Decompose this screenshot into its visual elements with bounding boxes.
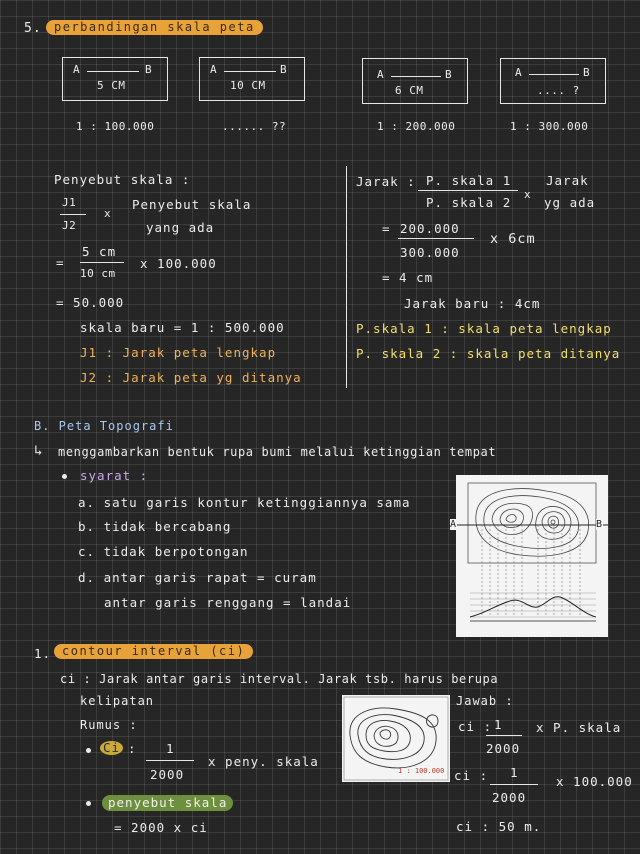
times-sign: x	[104, 207, 112, 220]
j1-label: J1	[62, 196, 77, 209]
fraction-bar	[418, 190, 518, 191]
figure-label-a: A	[450, 519, 458, 530]
definition-j1: J1 : Jarak peta lengkap	[80, 345, 277, 360]
definition-pskala1: P.skala 1 : skala peta lengkap	[356, 321, 612, 336]
section-b-title: B. Peta Topografi	[34, 419, 174, 433]
definition-pskala2: P. skala 2 : skala peta ditanya	[356, 346, 621, 361]
answer1-denominator: 2000	[486, 741, 521, 756]
rumus-label: Rumus :	[80, 718, 138, 732]
definition-j2: J2 : Jarak peta yg ditanya	[80, 370, 302, 385]
point-a-label: A	[377, 68, 385, 81]
ci-formula-rest: x peny. skala	[208, 754, 319, 769]
equals-sign: =	[56, 255, 65, 270]
distance-value: 5 CM	[97, 79, 126, 92]
ratio-numerator: P. skala 1	[426, 173, 512, 188]
rhs-line-2: yang ada	[146, 220, 215, 235]
answer1-lhs: ci :	[458, 719, 493, 734]
point-b-label: B	[145, 63, 153, 76]
section-title: perbandingan skala peta	[46, 20, 263, 35]
answer2-rest: x 100.000	[556, 774, 633, 789]
point-a-label: A	[73, 63, 81, 76]
jarak-denominator: yg ada	[544, 195, 596, 210]
eq-denominator: 300.000	[400, 245, 460, 260]
point-a-label: A	[210, 63, 218, 76]
point-b-label: B	[583, 66, 591, 79]
syarat-item-d-cont: antar garis renggang = landai	[104, 595, 352, 610]
jarak-label: Jarak :	[356, 174, 416, 189]
scale-box-2	[199, 57, 305, 101]
eq1-numerator: 5 cm	[82, 244, 117, 259]
section-b-description: menggambarkan bentuk rupa bumi melalui ketinggian tempat	[58, 445, 497, 459]
section-1-title: contour interval (ci)	[54, 644, 253, 659]
topographic-figure	[450, 475, 608, 637]
distance-line	[391, 76, 441, 77]
penyebut-formula: = 2000 x ci	[114, 820, 208, 835]
scale-label-3: 1 : 200.000	[377, 120, 456, 133]
distance-value: 10 CM	[230, 79, 266, 92]
eq2-result: = 50.000	[56, 295, 125, 310]
bullet-icon	[86, 748, 91, 753]
j2-label: J2	[62, 219, 77, 232]
scale-box-3	[362, 58, 468, 104]
eq-numerator: 200.000	[400, 221, 460, 236]
fraction-bar	[80, 262, 124, 263]
ratio-denominator: P. skala 2	[426, 195, 512, 210]
ci-colon: :	[128, 741, 137, 756]
answer2-denominator: 2000	[492, 790, 527, 805]
distance-value: .... ?	[537, 84, 580, 97]
syarat-label: syarat :	[80, 468, 149, 483]
contour-map-figure	[342, 695, 450, 782]
arrow-icon: ↳	[34, 443, 44, 459]
penyebut-heading: Penyebut skala :	[54, 172, 191, 187]
fraction-bar	[490, 784, 538, 785]
scale-box-1	[62, 57, 168, 101]
point-b-label: B	[445, 68, 453, 81]
penyebut-skala-label: penyebut skala	[102, 795, 233, 811]
answer2-numerator: 1	[510, 765, 519, 780]
fraction-bar	[146, 760, 194, 761]
fraction-bar	[60, 214, 86, 215]
fraction-bar	[398, 238, 474, 239]
contour-profile-icon	[456, 475, 608, 637]
column-divider	[346, 166, 347, 388]
syarat-item-c: c. tidak berpotongan	[78, 544, 249, 559]
eq2-result: = 4 cm	[382, 270, 434, 285]
answer1-numerator: 1	[494, 717, 503, 732]
distance-value: 6 CM	[395, 84, 424, 97]
point-b-label: B	[280, 63, 288, 76]
skala-baru: skala baru = 1 : 500.000	[80, 320, 285, 335]
eq1-rest: x 100.000	[140, 256, 217, 271]
jarak-numerator: Jarak	[546, 173, 589, 188]
distance-line	[87, 71, 139, 72]
equals-sign: =	[382, 221, 391, 236]
ci-label: Ci	[100, 741, 123, 755]
scale-box-4	[500, 58, 606, 104]
answer3-result: ci : 50 m.	[456, 819, 542, 834]
distance-line	[224, 71, 276, 72]
scale-label-1: 1 : 100.000	[76, 120, 155, 133]
eq-rest: x 6cm	[490, 231, 536, 247]
figure-label-b: B	[596, 519, 604, 530]
bullet-icon	[86, 801, 91, 806]
jarak-baru: Jarak baru : 4cm	[404, 296, 541, 311]
ci-denominator: 2000	[150, 767, 185, 782]
map-scale-label: 1 : 100.000	[398, 767, 445, 775]
jawab-label: Jawab :	[456, 694, 514, 708]
rhs-line-1: Penyebut skala	[132, 197, 252, 212]
syarat-item-a: a. satu garis kontur ketinggiannya sama	[78, 495, 411, 510]
distance-line	[529, 74, 579, 75]
scale-label-4: 1 : 300.000	[510, 120, 589, 133]
eq1-denominator: 10 cm	[80, 267, 116, 280]
point-a-label: A	[515, 66, 523, 79]
ci-definition-line2: kelipatan	[80, 694, 155, 708]
syarat-item-b: b. tidak bercabang	[78, 519, 232, 534]
ci-numerator: 1	[166, 741, 175, 756]
times-sign: x	[524, 188, 532, 201]
scale-label-2: ...... ??	[222, 120, 287, 133]
section-number: 5.	[24, 21, 42, 36]
section-number: 1.	[34, 646, 52, 661]
answer1-rest: x P. skala	[536, 720, 622, 735]
ci-definition-line1: ci : Jarak antar garis interval. Jarak tsb. harus berupa	[60, 672, 499, 686]
bullet-icon	[62, 474, 67, 479]
answer2-lhs: ci :	[454, 768, 489, 783]
fraction-bar	[486, 735, 522, 736]
syarat-item-d: d. antar garis rapat = curam	[78, 570, 317, 585]
